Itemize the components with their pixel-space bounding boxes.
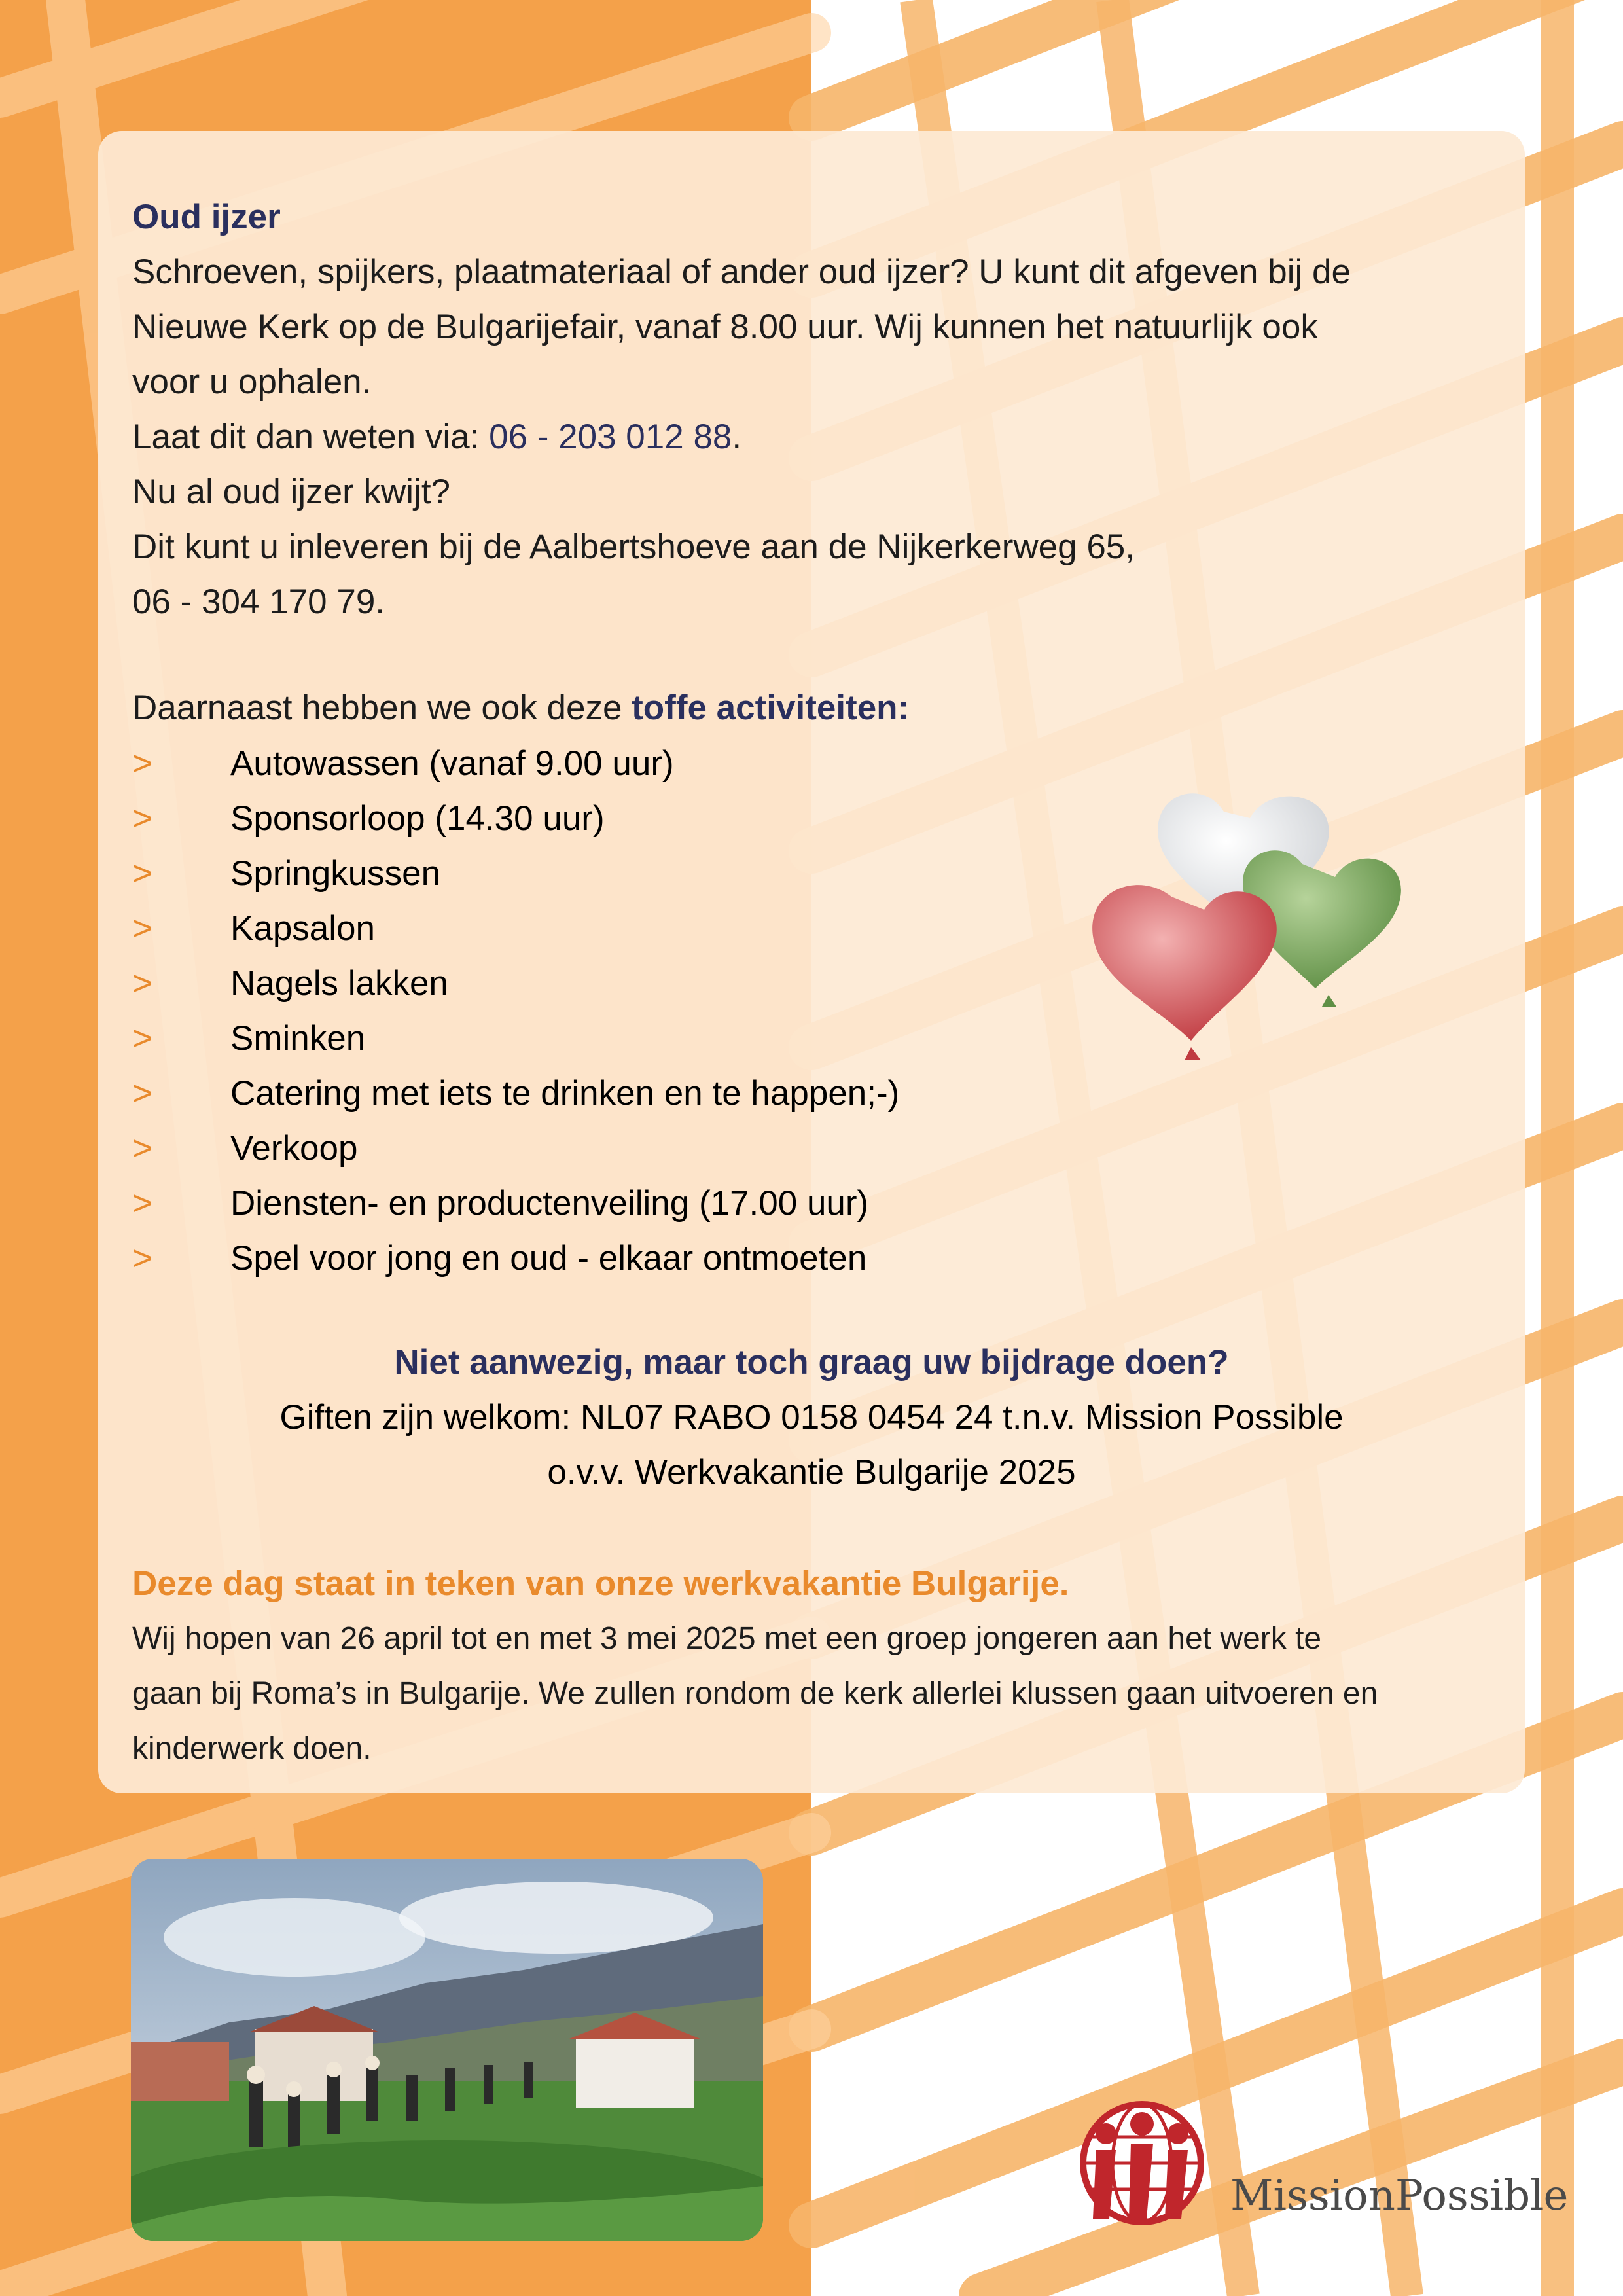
list-item [132,1231,899,1286]
heart-balloons-illustration [1073,772,1466,1113]
oud-ijzer-section [132,190,1351,630]
photo-illustration [131,1859,763,2241]
body-line: Nu al oud ijzer kwijt? [132,473,451,511]
bullet-arrow: > [132,854,152,893]
list-item-label: Verkoop [230,1129,358,1168]
list-item-label: Nagels lakken [230,964,448,1003]
bullet-arrow: > [132,964,152,1003]
list-item-label: Catering met iets te drinken en te happen;-) [230,1074,900,1113]
list-item [132,901,899,956]
bullet-arrow: > [132,909,152,948]
trip-heading: Deze dag staat in teken van onze werkvakantie Bulgarije. [132,1564,1069,1603]
body-line: Nieuwe Kerk op de Bulgarijefair, vanaf 8.00 uur. Wij kunnen het natuurlijk ook [132,308,1318,346]
list-item [132,1121,899,1176]
bullet-arrow: > [132,1074,152,1113]
trip-line: gaan bij Roma’s in Bulgarije. We zullen rondom de kerk allerlei klussen gaan uitvoeren en [132,1676,1378,1711]
donation-line: Giften zijn welkom: NL07 RABO 0158 0454 24 t.n.v. Mission Possible [279,1398,1344,1437]
bullet-arrow: > [132,1129,152,1168]
people-figures-icon [1093,2112,1188,2219]
list-item [132,846,899,901]
body-line: Dit kunt u inleveren bij de Aalbertshoeve aan de Nijkerkerweg 65, [132,528,1135,566]
list-item [132,791,899,846]
donation-section [98,1335,1525,1500]
trip-line: Wij hopen van 26 april tot en met 3 mei 2025 met een groep jongeren aan het werk te [132,1621,1322,1656]
list-item [132,1176,899,1231]
list-item [132,956,899,1011]
bullet-arrow: > [132,1019,152,1058]
activities-list [132,736,899,1286]
list-item-label: Sminken [230,1019,366,1058]
phone-suffix: . [732,418,742,456]
bullet-arrow: > [132,1239,152,1278]
bulgaria-village-photo [131,1859,763,2241]
trip-line: kinderwerk doen. [132,1731,372,1766]
activities-intro [132,681,909,736]
green-balloon-knot [1322,995,1336,1007]
list-item-label: Diensten- en productenveiling (17.00 uur) [230,1184,869,1223]
phone-link[interactable]: 06 - 203 012 88 [489,418,732,456]
body-line: 06 - 304 170 79. [132,583,385,621]
logo-wordmark: MissionPossible [1230,2172,1569,2220]
list-item-label: Spel voor jong en oud - elkaar ontmoeten [230,1239,867,1278]
bullet-arrow: > [132,1184,152,1223]
red-heart-balloon [1092,885,1277,1041]
body-line: Schroeven, spijkers, plaatmateriaal of ander oud ijzer? U kunt dit afgeven bij de [132,253,1351,291]
phone-prefix: Laat dit dan weten via: [132,418,490,456]
bullet-arrow: > [132,744,152,783]
list-item-label: Kapsalon [230,909,376,948]
donation-heading: Niet aanwezig, maar toch graag uw bijdrage doen? [394,1343,1229,1382]
intro-text: Daarnaast hebben we ook deze [132,689,632,727]
bullet-arrow: > [132,799,152,838]
section-title: Oud ijzer [132,198,281,236]
list-item-label: Springkussen [230,854,441,893]
list-item [132,1066,899,1121]
list-item-label: Sponsorloop (14.30 uur) [230,799,605,838]
body-line: voor u ophalen. [132,363,372,401]
donation-line: o.v.v. Werkvakantie Bulgarije 2025 [547,1453,1076,1492]
intro-highlight: toffe activiteiten: [632,689,910,727]
list-item-label: Autowassen (vanaf 9.00 uur) [230,744,674,783]
list-item [132,1011,899,1066]
list-item [132,736,899,791]
red-balloon-knot [1185,1047,1201,1060]
trip-section [132,1556,1378,1776]
body-line-phone [132,410,1351,465]
